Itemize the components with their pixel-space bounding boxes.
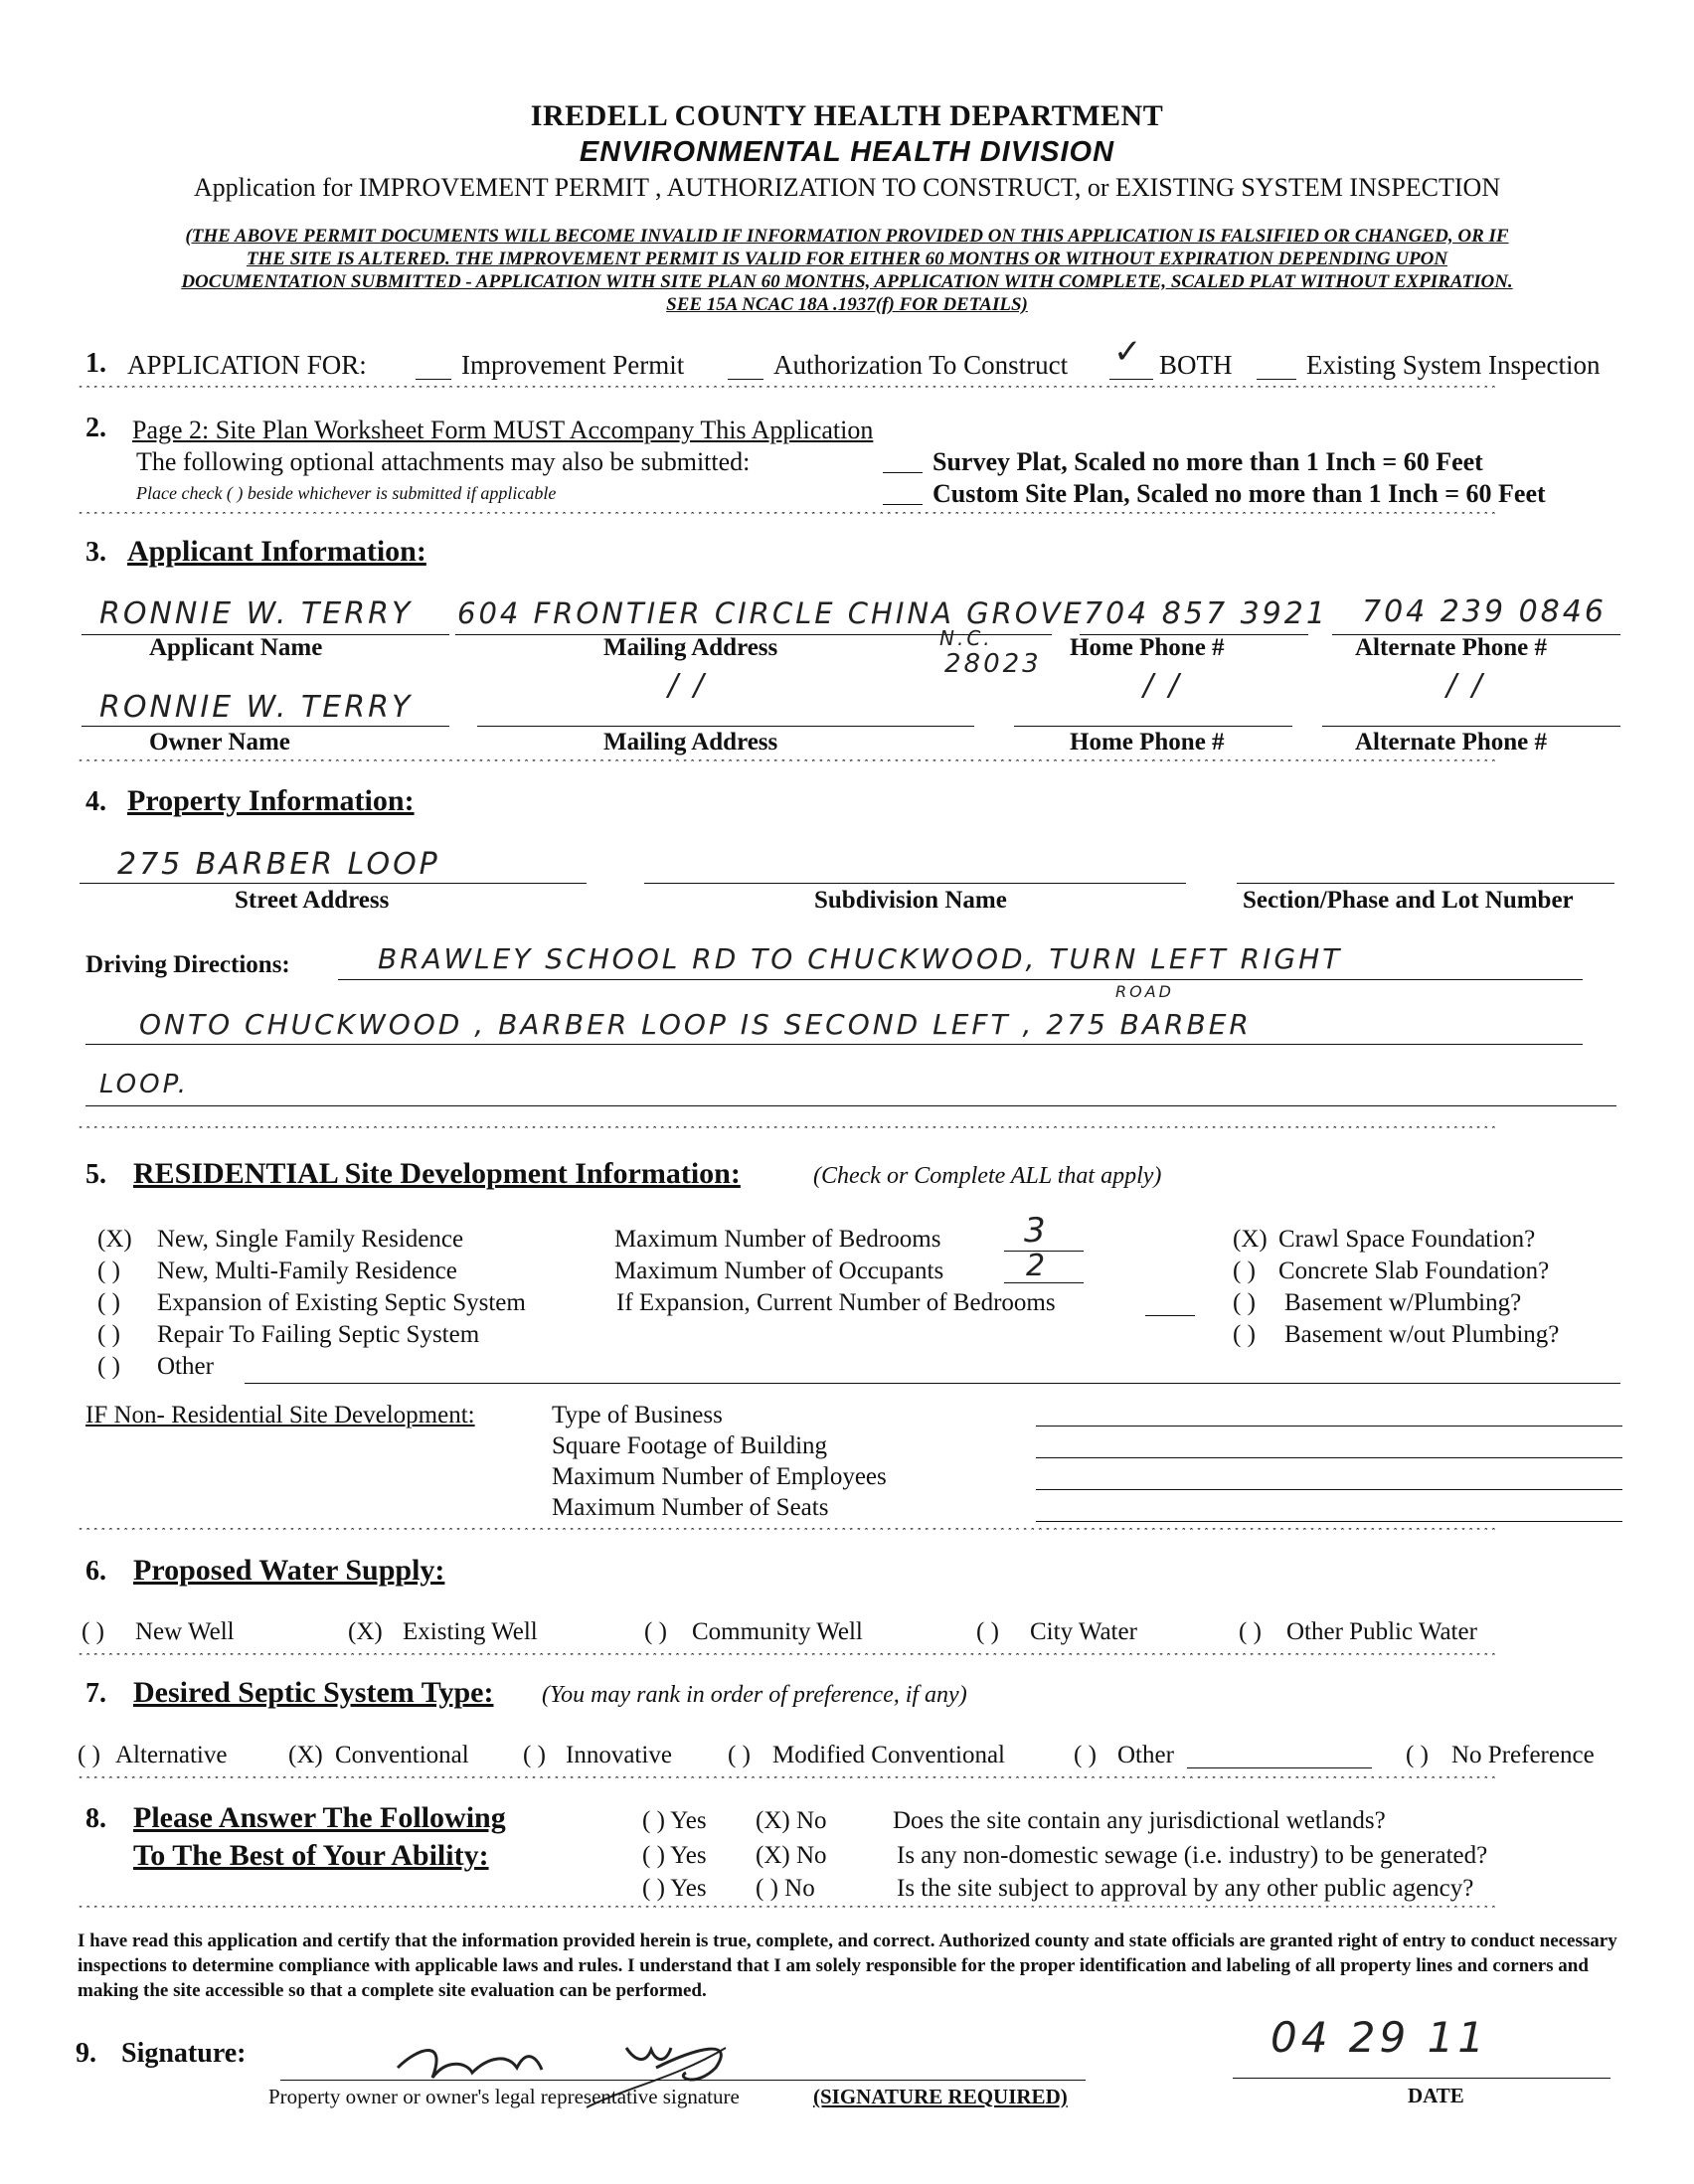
applicant-name-label: Applicant Name [149, 634, 323, 661]
bedrooms-value[interactable]: 3 [1024, 1211, 1049, 1251]
alternative-label: Alternative [115, 1742, 228, 1768]
section-7-number: 7. [85, 1678, 106, 1709]
square-footage-line[interactable] [1036, 1457, 1622, 1458]
subdivision-line [644, 883, 1186, 884]
separator: ******************************************************************************************************************************************************************************************** [78, 512, 1498, 522]
city-water-check[interactable]: ( ) [976, 1618, 999, 1645]
directions-line-3-rule [85, 1105, 1616, 1106]
water-supply-title: Proposed Water Supply: [133, 1554, 445, 1587]
separator: ******************************************************************************************************************************************************************************************** [78, 1906, 1498, 1916]
application-for-label: APPLICATION FOR: [127, 350, 367, 380]
separator: ******************************************************************************************************************************************************************************************** [78, 1528, 1498, 1538]
owner-mailing-ditto: / / [668, 668, 707, 703]
disclaimer-line-1: (THE ABOVE PERMIT DOCUMENTS WILL BECOME INVALID IF INFORMATION PROVIDED ON THIS APPLICATION IS FALSIFIED OR CHANGED, OR IF [185, 226, 1509, 247]
non-residential-label: IF Non- Residential Site Development: [85, 1402, 475, 1428]
septic-type-subtitle: (You may rank in order of preference, if any) [542, 1682, 967, 1708]
modified-conventional-check[interactable]: ( ) [728, 1742, 751, 1768]
section-3-number: 3. [85, 537, 106, 568]
disclaimer-line-3: DOCUMENTATION SUBMITTED - APPLICATION WITH SITE PLAN 60 MONTHS, APPLICATION WITH COMPLETE, SCALED PLAT WITHOUT EXPIRATION. [181, 271, 1513, 292]
street-address-label: Street Address [235, 887, 390, 914]
crawl-space-check[interactable]: (X) [1233, 1226, 1268, 1253]
concrete-slab-check[interactable]: ( ) [1233, 1258, 1256, 1284]
non-domestic-no[interactable]: (X) No [756, 1842, 827, 1869]
wetlands-question: Does the site contain any jurisdictional wetlands? [893, 1807, 1386, 1834]
application-title: Application for IMPROVEMENT PERMIT , AUTHORIZATION TO CONSTRUCT, or EXISTING SYSTEM INSPECTION [193, 173, 1501, 202]
date-value[interactable]: 04 29 11 [1270, 2013, 1489, 2062]
innovative-check[interactable]: ( ) [523, 1742, 546, 1768]
multi-family-label: New, Multi-Family Residence [157, 1258, 457, 1284]
date-label: DATE [1408, 2084, 1464, 2107]
agency-yes[interactable]: ( ) Yes [642, 1875, 707, 1902]
signature-required-note: (SIGNATURE REQUIRED) [813, 2085, 1068, 2108]
existing-well-check[interactable]: (X) [348, 1618, 383, 1645]
division-title: ENVIRONMENTAL HEALTH DIVISION [579, 136, 1115, 168]
signature-caption: Property owner or owner's legal representative signature [268, 2085, 740, 2108]
street-address-line [80, 883, 587, 884]
owner-home-phone-label: Home Phone # [1070, 729, 1225, 756]
conventional-label: Conventional [335, 1742, 469, 1768]
directions-line-2-rule [85, 1044, 1583, 1045]
optional-attachments-text: The following optional attachments may also be submitted: [136, 447, 751, 476]
existing-well-label: Existing Well [403, 1618, 538, 1645]
alternate-phone-label: Alternate Phone # [1355, 634, 1548, 661]
owner-mailing-label: Mailing Address [603, 729, 778, 756]
non-domestic-question: Is any non-domestic sewage (i.e. industry) to be generated? [897, 1842, 1488, 1869]
crawl-space-label: Crawl Space Foundation? [1278, 1226, 1536, 1253]
section-5-number: 5. [85, 1159, 106, 1190]
site-plan-worksheet-title: Page 2: Site Plan Worksheet Form MUST Accompany This Application [132, 416, 874, 444]
both-label: BOTH [1159, 350, 1233, 380]
type-of-business-line[interactable] [1036, 1426, 1622, 1427]
existing-inspection-label: Existing System Inspection [1306, 350, 1601, 380]
no-preference-check[interactable]: ( ) [1406, 1742, 1429, 1768]
signature-label: Signature: [121, 2038, 247, 2069]
concrete-slab-label: Concrete Slab Foundation? [1278, 1258, 1550, 1284]
owner-name-line [82, 726, 449, 727]
directions-road-insert: ROAD [1115, 982, 1174, 1001]
alternative-check[interactable]: ( ) [78, 1742, 100, 1768]
please-answer-title-1: Please Answer The Following [133, 1801, 506, 1834]
street-address-value[interactable]: 275 BARBER LOOP [117, 847, 440, 882]
agency-question: Is the site subject to approval by any other public agency? [897, 1875, 1474, 1902]
new-well-check[interactable]: ( ) [82, 1618, 104, 1645]
survey-plat-blank[interactable] [883, 472, 923, 473]
public-water-label: Other Public Water [1286, 1618, 1477, 1645]
section-6-number: 6. [85, 1556, 106, 1587]
home-phone-label: Home Phone # [1070, 634, 1225, 661]
owner-name-value[interactable]: RONNIE W. TERRY [99, 690, 414, 725]
repair-label: Repair To Failing Septic System [157, 1321, 480, 1348]
wetlands-no[interactable]: (X) No [756, 1807, 827, 1834]
directions-line-1-rule [338, 979, 1583, 980]
occupants-line [1004, 1282, 1084, 1283]
section-8-number: 8. [85, 1803, 106, 1834]
new-well-label: New Well [135, 1618, 235, 1645]
other-label: Other [157, 1353, 214, 1380]
both-blank[interactable] [1109, 379, 1153, 380]
basement-no-plumbing-check[interactable]: ( ) [1233, 1321, 1256, 1348]
disclaimer-line-2: THE SITE IS ALTERED. THE IMPROVEMENT PERMIT IS VALID FOR EITHER 60 MONTHS OR WITHOUT EXPIRATION DEPENDING UPON [246, 249, 1448, 269]
section-1-number: 1. [85, 348, 106, 379]
basement-no-plumbing-label: Basement w/out Plumbing? [1284, 1321, 1560, 1348]
survey-plat-label: Survey Plat, Scaled no more than 1 Inch = 60 Feet [932, 447, 1483, 476]
both-checkmark: ✓ [1113, 332, 1145, 372]
section-2-number: 2. [85, 413, 106, 443]
wetlands-yes[interactable]: ( ) Yes [642, 1807, 707, 1834]
existing-inspection-blank[interactable] [1257, 379, 1296, 380]
basement-plumbing-label: Basement w/Plumbing? [1284, 1289, 1522, 1316]
certification-text: I have read this application and certify that the information provided herein is true, complete, and correct. Authorized county and state officials are granted right of entry to conduct necessary inspections to determine compliance with applicable laws and rules. I understand that I am solely responsible for the proper identification and labeling of all property lines and corners and making the site accessible so that a complete site evaluation can be performed. [78, 1931, 1617, 2001]
directions-line-2[interactable]: ONTO CHUCKWOOD , BARBER LOOP IS SECOND LEFT , 275 BARBER [139, 1008, 1252, 1041]
repair-check[interactable]: ( ) [97, 1321, 120, 1348]
residential-title: RESIDENTIAL Site Development Information: [133, 1157, 741, 1190]
square-footage-label: Square Footage of Building [552, 1432, 828, 1459]
applicant-home-phone-value[interactable]: 704 857 3921 [1084, 596, 1328, 631]
separator: ******************************************************************************************************************************************************************************************** [78, 1776, 1498, 1786]
innovative-label: Innovative [566, 1742, 672, 1768]
current-bedrooms-line[interactable] [1145, 1315, 1195, 1316]
max-employees-line[interactable] [1036, 1489, 1622, 1490]
improvement-permit-blank[interactable] [416, 379, 451, 380]
date-line [1233, 2078, 1610, 2079]
other-septic-line[interactable] [1187, 1767, 1372, 1768]
expansion-check[interactable]: ( ) [97, 1289, 120, 1316]
multi-family-check[interactable]: ( ) [97, 1258, 120, 1284]
owner-home-ditto: / / [1143, 668, 1182, 703]
state-value: N.C. [939, 626, 993, 650]
community-well-check[interactable]: ( ) [644, 1618, 667, 1645]
separator: ******************************************************************************************************************************************************************************************** [78, 759, 1498, 769]
max-seats-line[interactable] [1036, 1521, 1622, 1522]
basement-plumbing-check[interactable]: ( ) [1233, 1289, 1256, 1316]
subdivision-label: Subdivision Name [814, 887, 1007, 914]
current-bedrooms-label: If Expansion, Current Number of Bedrooms [616, 1289, 1056, 1316]
residential-subtitle: (Check or Complete ALL that apply) [813, 1163, 1162, 1189]
type-of-business-label: Type of Business [552, 1402, 723, 1428]
occupants-label: Maximum Number of Occupants [614, 1258, 944, 1284]
max-employees-label: Maximum Number of Employees [552, 1463, 887, 1490]
disclaimer-line-4: SEE 15A NCAC 18A .1937(f) FOR DETAILS) [666, 294, 1028, 315]
applicant-info-title: Applicant Information: [127, 535, 426, 568]
owner-name-label: Owner Name [149, 729, 290, 756]
agency-no[interactable]: ( ) No [756, 1875, 815, 1902]
owner-home-line [1014, 726, 1292, 727]
directions-line-1[interactable]: BRAWLEY SCHOOL RD TO CHUCKWOOD, TURN LEFT RIGHT [378, 942, 1343, 975]
city-water-label: City Water [1030, 1618, 1137, 1645]
max-seats-label: Maximum Number of Seats [552, 1494, 829, 1521]
place-check-note: Place check ( ) beside whichever is submitted if applicable [136, 483, 557, 503]
section-4-number: 4. [85, 786, 106, 817]
owner-alt-line [1322, 726, 1620, 727]
single-family-check[interactable]: (X) [97, 1226, 132, 1253]
occupants-value[interactable]: 2 [1026, 1249, 1049, 1283]
county-title: IREDELL COUNTY HEALTH DEPARTMENT [530, 99, 1164, 132]
separator: ******************************************************************************************************************************************************************************************** [78, 1653, 1498, 1663]
separator: ******************************************************************************************************************************************************************************************** [78, 1126, 1498, 1136]
mailing-address-label: Mailing Address [603, 634, 778, 661]
property-info-title: Property Information: [127, 784, 415, 817]
driving-directions-label: Driving Directions: [85, 951, 290, 978]
directions-line-3[interactable]: LOOP. [99, 1070, 189, 1099]
other-line [245, 1383, 1620, 1384]
applicant-name-value[interactable]: RONNIE W. TERRY [99, 596, 414, 631]
modified-conventional-label: Modified Conventional [772, 1742, 1005, 1768]
improvement-permit-label: Improvement Permit [461, 350, 685, 380]
owner-alternate-ditto: / / [1446, 668, 1485, 703]
authorization-label: Authorization To Construct [773, 350, 1069, 380]
custom-site-plan-label: Custom Site Plan, Scaled no more than 1 Inch = 60 Feet [932, 479, 1546, 508]
zip-value: 28023 [944, 649, 1042, 679]
other-septic-check[interactable]: ( ) [1074, 1742, 1097, 1768]
expansion-label: Expansion of Existing Septic System [157, 1289, 526, 1316]
section-9-number: 9. [76, 2038, 96, 2069]
single-family-label: New, Single Family Residence [157, 1226, 464, 1253]
non-domestic-yes[interactable]: ( ) Yes [642, 1842, 707, 1869]
conventional-check[interactable]: (X) [288, 1742, 323, 1768]
no-preference-label: No Preference [1451, 1742, 1595, 1768]
separator: ******************************************************************************************************************************************************************************************** [78, 386, 1498, 396]
applicant-mailing-value[interactable]: 604 FRONTIER CIRCLE CHINA GROVE [457, 596, 1085, 630]
signature-line [280, 2080, 1086, 2081]
please-answer-title-2: To The Best of Your Ability: [133, 1839, 489, 1872]
other-septic-label: Other [1117, 1742, 1174, 1768]
section-lot-label: Section/Phase and Lot Number [1243, 887, 1574, 914]
public-water-check[interactable]: ( ) [1239, 1618, 1262, 1645]
custom-site-plan-blank[interactable] [883, 504, 923, 505]
authorization-blank[interactable] [728, 379, 763, 380]
other-check[interactable]: ( ) [97, 1353, 120, 1380]
septic-type-title: Desired Septic System Type: [133, 1676, 494, 1709]
bedrooms-label: Maximum Number of Bedrooms [614, 1226, 941, 1253]
owner-alternate-phone-label: Alternate Phone # [1355, 729, 1548, 756]
applicant-alternate-phone-value[interactable]: 704 239 0846 [1362, 594, 1607, 629]
community-well-label: Community Well [692, 1618, 863, 1645]
section-lot-line [1237, 883, 1614, 884]
owner-mailing-line [477, 726, 974, 727]
